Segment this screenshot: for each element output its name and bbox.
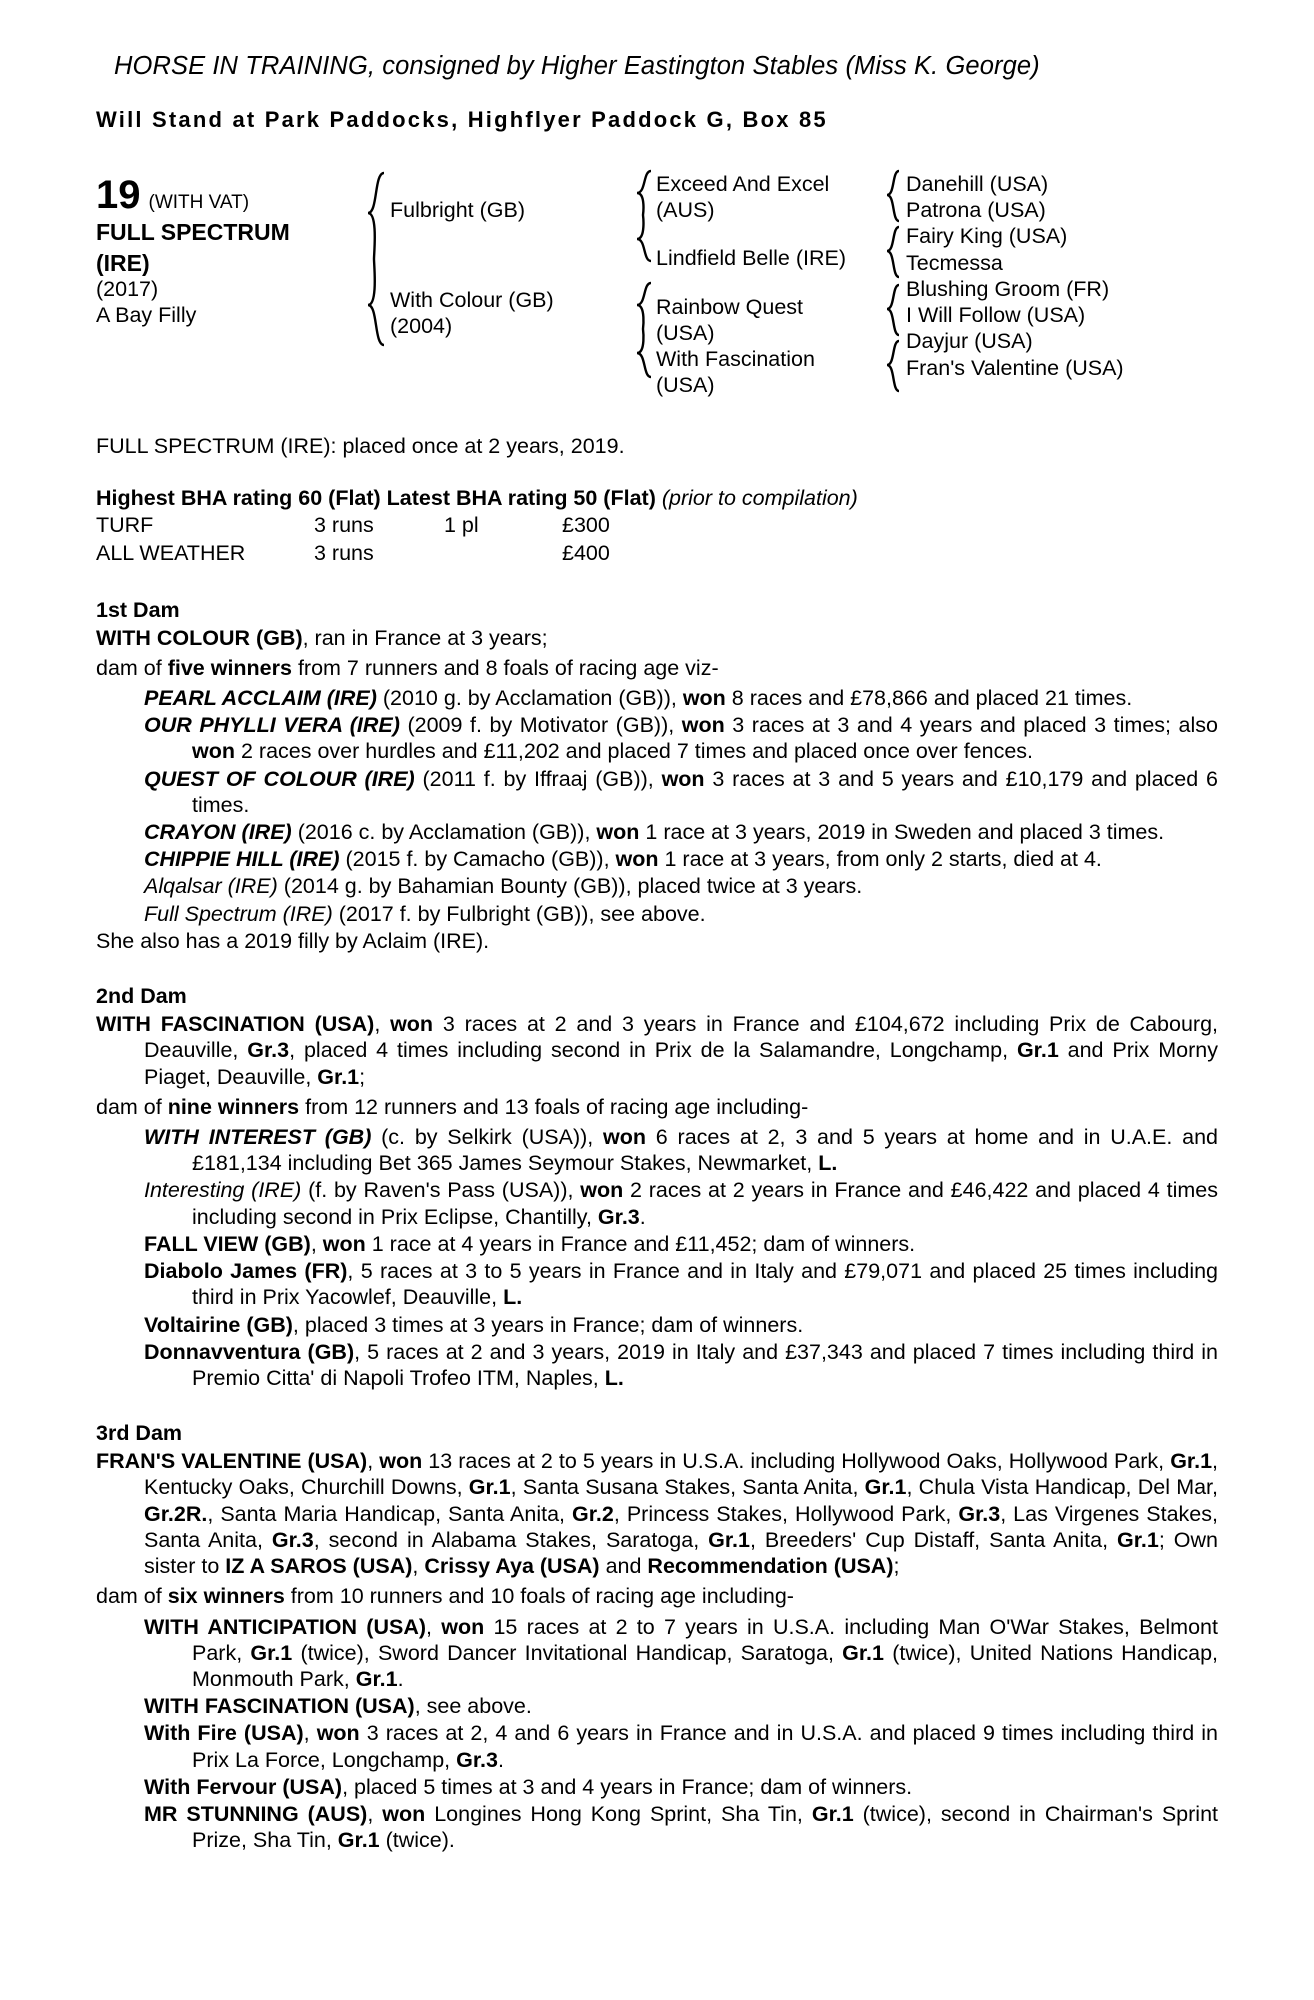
progeny-entry: With Fervour (USA), placed 5 times at 3 and 4 years in France; dam of winners.: [144, 1774, 913, 1799]
record-row-allweather: [96, 540, 1218, 568]
pedigree-gen2: [634, 169, 884, 399]
brace-gen3-1-icon: [884, 169, 904, 225]
progeny-entry: OUR PHYLLI VERA (IRE) (2009 f. by Motivator (GB)), won 3 races at 3 and 4 years and placed 3 times; also won 2 races over hurdles and £11,202 and placed 7 times and placed once over fences.: [144, 713, 1218, 764]
progeny-entry: Donnavventura (GB), 5 races at 2 and 3 years, 2019 in Italy and £37,343 and placed 7 times including third in Premio Citta' di Napoli Trofeo ITM, Naples, L.: [144, 1339, 1218, 1390]
horse-description: A Bay Filly: [96, 303, 197, 328]
progeny-entry: Interesting (IRE) (f. by Raven's Pass (USA)), won 2 races at 2 years in France and £46,422 and placed 4 times including second in Prix Eclipse, Chantilly, Gr.3.: [144, 1178, 1218, 1229]
progeny-entry: WITH FASCINATION (USA), see above.: [144, 1694, 532, 1719]
dam-year: (2004): [390, 314, 453, 339]
ratings-block: [96, 485, 1218, 568]
gen3-line-7: Dayjur (USA): [906, 329, 1033, 354]
dam-section: [96, 984, 1218, 1391]
ratings-head: Highest BHA rating 60 (Flat) Latest BHA rating 50 (Flat): [96, 485, 656, 510]
gen3-line-6: I Will Follow (USA): [906, 303, 1086, 328]
record-places: [444, 540, 562, 568]
pedigree-gen3: [884, 169, 1218, 381]
progeny-entry: CRAYON (IRE) (2016 c. by Acclamation (GB)), won 1 race at 3 years, 2019 in Sweden and placed 3 times.: [144, 820, 1165, 845]
progeny-entry: FALL VIEW (GB), won 1 race at 4 years in France and £11,452; dam of winners.: [144, 1231, 916, 1256]
pedigree-gen1: [364, 169, 634, 340]
brace-gen2-bottom-icon: [634, 281, 656, 379]
dam-of-line: dam of nine winners from 12 runners and 13 foals of racing age including-: [96, 1094, 809, 1119]
gen2-line-1: Exceed And Excel: [656, 172, 830, 196]
race-record-summary: FULL SPECTRUM (IRE): placed once at 2 years, 2019.: [96, 433, 625, 458]
lot-number-line: [96, 175, 364, 215]
brace-gen3-3-icon: [884, 283, 904, 339]
gen3-line-4: Tecmessa: [906, 250, 1003, 275]
record-surface: TURF: [96, 512, 154, 537]
ratings-note: (prior to compilation): [661, 485, 858, 510]
gen2-line-7: (USA): [656, 373, 715, 398]
record-row-turf: [96, 512, 1218, 540]
progeny-entry: PEARL ACCLAIM (IRE) (2010 g. by Acclamation (GB)), won 8 races and £78,866 and placed 21 times.: [144, 685, 1133, 710]
record-runs: 3 runs: [314, 540, 374, 565]
dam-footer-line: She also has a 2019 filly by Aclaim (IRE).: [96, 928, 490, 953]
lot-vat: (WITH VAT): [148, 192, 250, 213]
dam-title-line: WITH FASCINATION (USA), won 3 races at 2 and 3 years in France and £104,672 including Prix de Cabourg, Deauville, Gr.3, placed 4 times including second in Prix de la Salamandre, Longchamp, Gr.1 and Prix Morny Piaget, Deauville, Gr.1;: [96, 1012, 1218, 1089]
gen3-line-3: Fairy King (USA): [906, 224, 1068, 249]
record-surface: ALL WEATHER: [96, 540, 246, 565]
record-earnings: £300: [562, 512, 610, 537]
brace-gen1-icon: [364, 169, 390, 349]
record-places: 1 pl: [444, 512, 479, 537]
record-runs: 3 runs: [314, 512, 374, 537]
gen2-line-2: (AUS): [656, 198, 715, 223]
dam-of-line: dam of five winners from 7 runners and 8 foals of racing age viz-: [96, 655, 719, 680]
stand-line: Will Stand at Park Paddocks, Highflyer Paddock G, Box 85: [96, 107, 828, 132]
gen3-line-2: Patrona (USA): [906, 198, 1046, 223]
dam-name: With Colour (GB): [390, 288, 554, 313]
gen3-line-8: Fran's Valentine (USA): [906, 355, 1124, 380]
sire-name: Fulbright (GB): [390, 198, 526, 222]
consignment-line: HORSE IN TRAINING, consigned by Higher Eastington Stables (Miss K. George): [114, 52, 1040, 80]
progeny-entry: WITH ANTICIPATION (USA), won 15 races at 2 to 7 years in U.S.A. including Man O'War Stakes, Belmont Park, Gr.1 (twice), Sword Dancer Invitational Handicap, Saratoga, Gr.1 (twice), United Nations Handicap, Monmouth Park, Gr.1.: [144, 1614, 1218, 1691]
progeny-entry: Diabolo James (FR), 5 races at 3 to 5 years in France and in Italy and £79,071 and placed 25 times including third in Prix Yacowlef, Deauville, L.: [144, 1259, 1219, 1310]
record-earnings: £400: [562, 540, 610, 565]
lot-identity: [96, 169, 364, 329]
dam-sections: [96, 598, 1218, 1854]
gen3-line-5: Blushing Groom (FR): [906, 276, 1110, 301]
gen2-line-4: Rainbow Quest: [656, 294, 803, 319]
dam-heading: 3rd Dam: [96, 1421, 183, 1446]
horse-foaled-year: (2017): [96, 277, 159, 302]
gen3-line-1: Danehill (USA): [906, 172, 1049, 196]
progeny-entry: MR STUNNING (AUS), won Longines Hong Kong Sprint, Sha Tin, Gr.1 (twice), second in Chairman's Sprint Prize, Sha Tin, Gr.1 (twice).: [144, 1802, 1218, 1853]
progeny-entry: Full Spectrum (IRE) (2017 f. by Fulbright (GB)), see above.: [144, 901, 706, 926]
gen2-line-6: With Fascination: [656, 347, 815, 372]
progeny-entry: Voltairine (GB), placed 3 times at 3 years in France; dam of winners.: [144, 1312, 804, 1337]
dam-section: [96, 1421, 1218, 1853]
dam-title-line: FRAN'S VALENTINE (USA), won 13 races at 2 to 5 years in U.S.A. including Hollywood Oaks, Hollywood Park, Gr.1, Kentucky Oaks, Churchill Downs, Gr.1, Santa Susana Stakes, Santa Anita, Gr.1, Chula Vista Handicap, Del Mar, Gr.2R., Santa Maria Handicap, Santa Anita, Gr.2, Princess Stakes, Hollywood Park, Gr.3, Las Virgenes Stakes, Santa Anita, Gr.3, second in Alabama Stakes, Saratoga, Gr.1, Breeders' Cup Distaff, Santa Anita, Gr.1; Own sister to IZ A SAROS (USA), Crissy Aya (USA) and Recommendation (USA);: [96, 1449, 1219, 1579]
ratings-line: [96, 485, 1218, 512]
progeny-entry: WITH INTEREST (GB) (c. by Selkirk (USA)), won 6 races at 2, 3 and 5 years at home and in U.A.E. and £181,134 including Bet 365 James Seymour Stakes, Newmarket, L.: [144, 1125, 1218, 1176]
progeny-entry: QUEST OF COLOUR (IRE) (2011 f. by Iffraaj (GB)), won 3 races at 3 and 5 years and £10,179 and placed 6 times.: [144, 766, 1218, 817]
progeny-entry: Alqalsar (IRE) (2014 g. by Bahamian Bounty (GB)), placed twice at 3 years.: [144, 874, 863, 899]
horse-country: (IRE): [96, 250, 150, 277]
lot-number: 19: [96, 173, 141, 217]
dam-heading: 2nd Dam: [96, 984, 187, 1009]
dam-heading: 1st Dam: [96, 597, 180, 622]
horse-name: FULL SPECTRUM: [96, 219, 290, 245]
progeny-entry: CHIPPIE HILL (IRE) (2015 f. by Camacho (GB)), won 1 race at 3 years, from only 2 starts, died at 4.: [144, 847, 1102, 872]
progeny-entry: With Fire (USA), won 3 races at 2, 4 and 6 years in France and in U.S.A. and placed 9 times including third in Prix La Force, Longchamp, Gr.3.: [144, 1721, 1218, 1772]
dam-title-line: WITH COLOUR (GB), ran in France at 3 years;: [96, 625, 548, 650]
pedigree-block: [96, 169, 1218, 399]
gen2-line-5: (USA): [656, 320, 715, 345]
dam-section: [96, 598, 1218, 955]
dam-of-line: dam of six winners from 10 runners and 10 foals of racing age including-: [96, 1584, 794, 1609]
gen2-line-3: Lindfield Belle (IRE): [656, 246, 847, 271]
brace-gen3-4-icon: [884, 339, 904, 395]
brace-gen2-top-icon: [634, 169, 656, 263]
brace-gen3-2-icon: [884, 225, 904, 281]
